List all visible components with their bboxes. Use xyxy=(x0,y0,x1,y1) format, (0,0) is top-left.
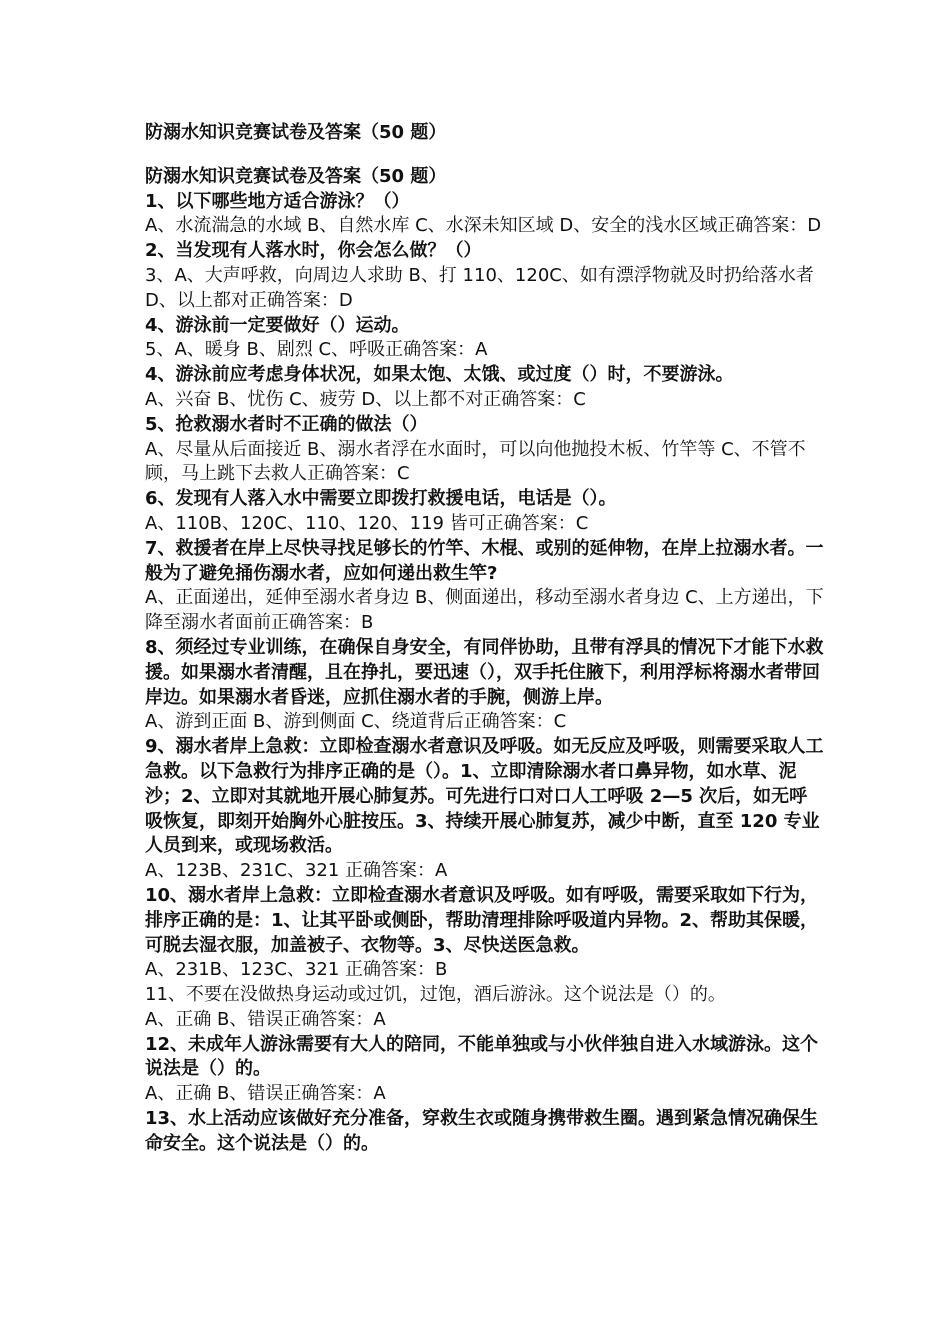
document-subtitle: 防溺水知识竞赛试卷及答案（50 题） xyxy=(145,165,447,187)
question-text: 10、溺水者岸上急救：立即检查溺水者意识及呼吸。如有呼吸，需要采取如下行为，排序正确的是：1、让其平卧或侧卧，帮助清理排除呼吸道内异物。2、帮助其保暖，可脱去湿衣服，加盖被子、衣物等。3、尽快送医急救。 xyxy=(145,884,819,956)
answer-text: A、110B、120C、110、120、119 皆可正确答案：C xyxy=(145,512,589,534)
answer-text: 5、A、暖身 B、剧烈 C、呼吸正确答案：A xyxy=(145,339,488,361)
answer-text: A、游到正面 B、游到侧面 C、绕道背后正确答案：C xyxy=(145,711,567,733)
question-text: 6、发现有人落入水中需要立即拨打救援电话，电话是（）。 xyxy=(145,488,617,510)
answer-text: 11、不要在没做热身运动或过饥，过饱，酒后游泳。这个说法是（）的。 xyxy=(145,984,726,1006)
answer-text: A、231B、123C、321 正确答案：B xyxy=(145,959,448,981)
question-text: 9、溺水者岸上急救：立即检查溺水者意识及呼吸。如无反应及呼吸，则需要采取人工急救。以下急救行为排序正确的是（）。1、立即清除溺水者口鼻异物，如水草、泥沙；2、立即对其就地开展心肺复苏。可先进行口对口人工呼吸 2—5 次后，如无呼吸恢复，即刻开始胸外心脏按压。3、持续开展心肺复苏，减少中断，直至 120 专业人员到来，或现场救活。 xyxy=(145,736,824,857)
answer-text: A、尽量从后面接近 B、溺水者浮在水面时，可以向他抛投木板、竹竿等 C、不管不顾，马上跳下去救人正确答案：C xyxy=(145,438,806,485)
document-title: 防溺水知识竞赛试卷及答案（50 题） xyxy=(145,122,447,143)
question-list xyxy=(145,190,825,1157)
document-page xyxy=(145,121,825,1157)
answer-text: A、水流湍急的水域 B、自然水库 C、水深未知区域 D、安全的浅水区域正确答案：D xyxy=(145,215,822,237)
question-text: 2、当发现有人落水时，你会怎么做？（） xyxy=(145,240,482,262)
question-text: 12、未成年人游泳需要有大人的陪同，不能单独或与小伙伴独自进入水域游泳。这个说法是（）的。 xyxy=(145,1033,819,1080)
question-text: 4、游泳前应考虑身体状况，如果太饱、太饿、或过度（）时，不要游泳。 xyxy=(145,364,734,386)
question-text: 5、抢救溺水者时不正确的做法（） xyxy=(145,413,428,435)
answer-text: 3、A、大声呼救，向周边人求助 B、打 110、120C、如有漂浮物就及时扔给落水者 D、以上都对正确答案：D xyxy=(145,264,814,311)
answer-text: A、兴奋 B、忧伤 C、疲劳 D、以上都不对正确答案：C xyxy=(145,388,586,410)
answer-text: A、正确 B、错误正确答案：A xyxy=(145,1083,386,1105)
answer-text: A、123B、231C、321 正确答案：A xyxy=(145,860,448,882)
answer-text: A、正确 B、错误正确答案：A xyxy=(145,1008,386,1030)
question-text: 8、须经过专业训练，在确保自身安全，有同伴协助，且带有浮具的情况下才能下水救援。如果溺水者清醒，且在挣扎，要迅速（），双手托住腋下，利用浮标将溺水者带回岸边。如果溺水者昏迷，应抓住溺水者的手腕，侧游上岸。 xyxy=(145,636,824,708)
question-text: 13、水上活动应该做好充分准备，穿救生衣或随身携带救生圈。遇到紧急情况确保生命安全。这个说法是（）的。 xyxy=(145,1108,819,1154)
question-text: 4、游泳前一定要做好（）运动。 xyxy=(145,314,410,336)
answer-text: A、正面递出，延伸至溺水者身边 B、侧面递出，移动至溺水者身边 C、上方递出，下降至溺水者面前正确答案：B xyxy=(145,587,824,634)
question-text: 7、救援者在岸上尽快寻找足够长的竹竿、木棍、或别的延伸物，在岸上拉溺水者。一般为了避免捅伤溺水者，应如何递出救生竿? xyxy=(145,537,824,584)
question-text: 1、以下哪些地方适合游泳？（） xyxy=(145,190,410,212)
